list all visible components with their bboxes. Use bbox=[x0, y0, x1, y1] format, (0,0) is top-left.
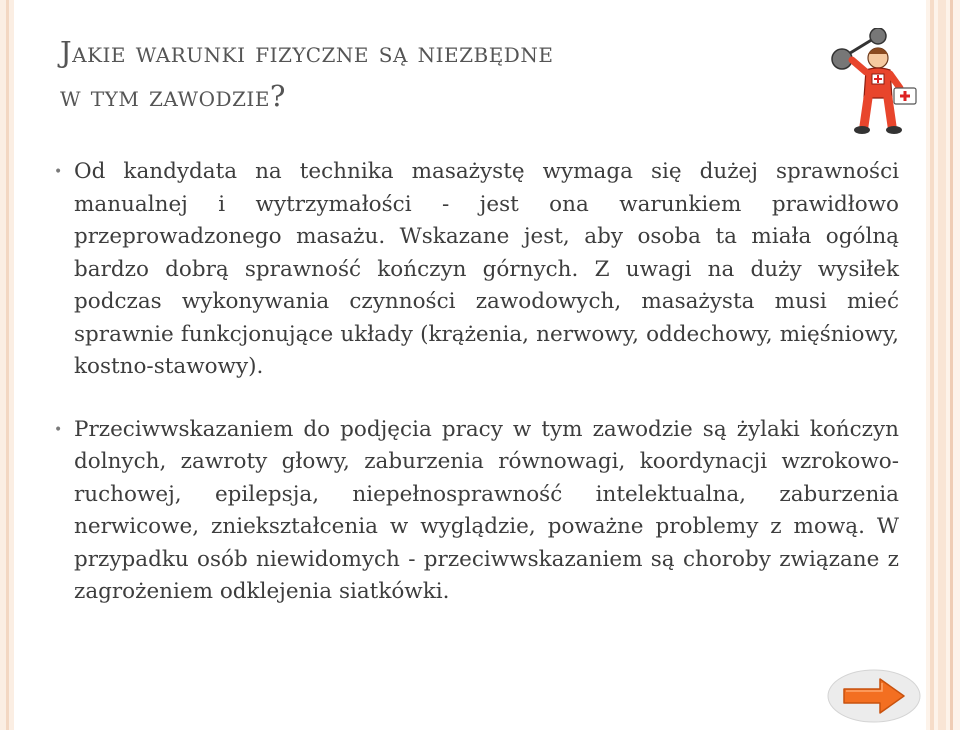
bullet-dot-icon: • bbox=[54, 164, 63, 180]
title-line-2: w tym zawodzie? bbox=[60, 79, 286, 113]
right-decorative-stripes bbox=[926, 0, 960, 730]
weightlifter-medic-icon bbox=[830, 28, 920, 138]
bullet-dot-icon: • bbox=[54, 421, 63, 438]
bullet-list bbox=[44, 156, 899, 609]
bullet-text: Od kandydata na technika masażystę wymaga się dużej sprawności manualnej i wytrzymałości - jest ona warunkiem prawidłowo przeprowadzonego masażu. Wskazane jest, aby osoba ta miała ogólną bardzo dobrą sprawność kończyn górnych. Z uwagi na duży wysiłek podczas wykonywania czynności zawodowych, masażysta musi mieć sprawnie funkcjonujące układy (krążenia, nerwowy, oddechowy, mięśniowy, kostno-stawowy). bbox=[74, 159, 899, 379]
left-decorative-stripe bbox=[0, 0, 14, 730]
bullet-text: Przeciwwskazaniem do podjęcia pracy w tym zawodzie są żylaki kończyn dolnych, zawroty głowy, zaburzenia równowagi, koordynacji wzrokowo-ruchowej, epilepsja, niepełnosprawność intelektualna, zaburzenia nerwicowe, zniekształcenia w wyglądzie, poważne problemy z mową. W przypadku osób niewidomych - przeciwwskazaniem są choroby związane z zagrożeniem odklejenia siatkówki. bbox=[74, 416, 899, 604]
next-slide-arrow-icon[interactable] bbox=[826, 668, 922, 724]
bullet-item bbox=[44, 156, 899, 384]
stripe-1 bbox=[930, 0, 934, 730]
stripe-2 bbox=[938, 0, 946, 730]
slide-title bbox=[60, 30, 820, 118]
stripe-3 bbox=[950, 0, 953, 730]
title-line-1: Jakie warunki fizyczne są niezbędne bbox=[60, 35, 554, 69]
bullet-item bbox=[44, 414, 899, 609]
